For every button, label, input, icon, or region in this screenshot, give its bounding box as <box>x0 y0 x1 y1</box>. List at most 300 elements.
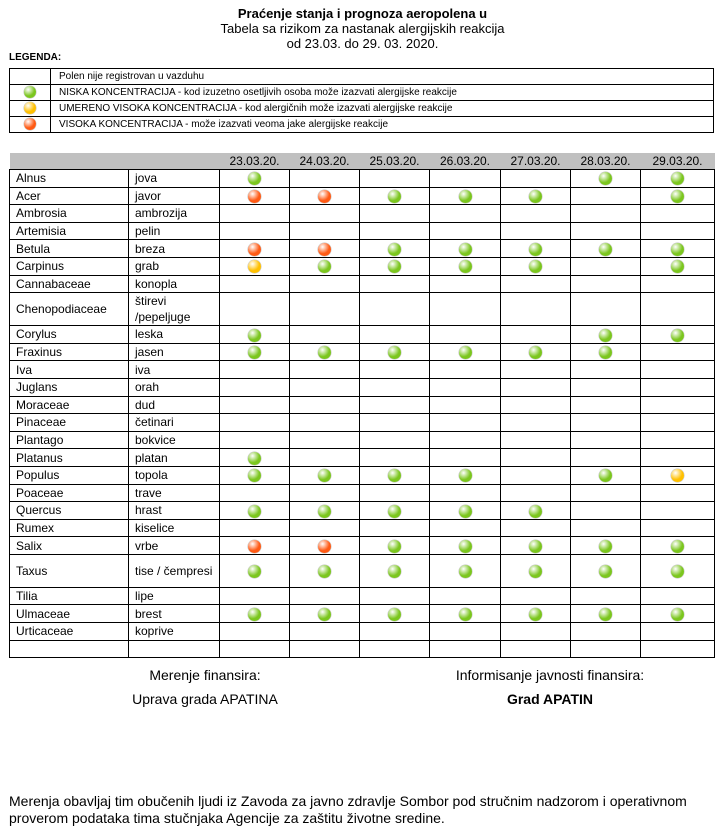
concentration-cell <box>641 537 715 555</box>
concentration-cell <box>220 414 290 432</box>
concentration-cell <box>220 293 290 326</box>
concentration-cell <box>571 587 641 605</box>
low-concentration-dot <box>671 190 684 203</box>
high-concentration-dot <box>318 190 331 203</box>
low-concentration-dot <box>671 329 684 342</box>
latin-name: Artemisia <box>10 222 129 240</box>
concentration-cell <box>501 257 571 275</box>
concentration-cell <box>430 519 501 537</box>
funding-right <box>430 667 670 707</box>
concentration-cell <box>290 414 360 432</box>
table-row <box>10 414 715 432</box>
low-concentration-dot <box>388 540 401 553</box>
low-concentration-dot <box>459 346 472 359</box>
concentration-cell <box>360 205 430 223</box>
low-concentration-dot <box>459 505 472 518</box>
concentration-cell <box>571 378 641 396</box>
concentration-cell <box>641 414 715 432</box>
date-header: 26.03.20. <box>430 153 501 170</box>
low-concentration-dot <box>248 346 261 359</box>
legend-text: VISOKA KONCENTRACIJA - može izazvati veoma jake alergijske reakcije <box>51 117 714 133</box>
concentration-cell <box>641 640 715 658</box>
concentration-cell <box>220 502 290 520</box>
concentration-cell <box>360 519 430 537</box>
concentration-cell <box>290 449 360 467</box>
concentration-cell <box>641 396 715 414</box>
low-concentration-dot <box>599 172 612 185</box>
latin-name: Ulmaceae <box>10 605 129 623</box>
concentration-cell <box>641 170 715 188</box>
low-concentration-dot <box>529 505 542 518</box>
local-name: kiselice <box>129 519 220 537</box>
concentration-cell <box>501 502 571 520</box>
low-concentration-dot <box>388 190 401 203</box>
concentration-cell <box>220 326 290 344</box>
low-concentration-dot <box>529 243 542 256</box>
latin-name: Acer <box>10 187 129 205</box>
legend-text: Polen nije registrovan u vazduhu <box>51 69 714 85</box>
local-name: orah <box>129 378 220 396</box>
table-row <box>10 205 715 223</box>
concentration-cell <box>641 484 715 502</box>
latin-name: Chenopodiaceae <box>10 293 129 326</box>
high-concentration-dot <box>248 190 261 203</box>
concentration-cell <box>641 187 715 205</box>
local-name: javor <box>129 187 220 205</box>
concentration-cell <box>220 466 290 484</box>
concentration-cell <box>360 537 430 555</box>
concentration-cell <box>360 378 430 396</box>
concentration-cell <box>360 502 430 520</box>
concentration-cell <box>220 275 290 293</box>
measurement-note: Merenja obavljaj tim obučenih ljudi iz Zavoda za javno zdravlje Sombor pod stručnim nadzorom i operativnom proverom podataka tima stučnjaka Agencije za zaštitu životne sredine. <box>9 793 687 826</box>
date-header: 23.03.20. <box>220 153 290 170</box>
local-name: brest <box>129 605 220 623</box>
concentration-cell <box>360 605 430 623</box>
local-name: jasen <box>129 343 220 361</box>
low-concentration-dot <box>318 505 331 518</box>
report-title: Praćenje stanja i prognoza aeropolena u <box>237 6 488 21</box>
low-concentration-dot <box>599 329 612 342</box>
concentration-cell <box>220 431 290 449</box>
concentration-cell <box>501 361 571 379</box>
concentration-cell <box>641 257 715 275</box>
latin-name: Corylus <box>10 326 129 344</box>
local-name: bokvice <box>129 431 220 449</box>
low-concentration-dot <box>459 540 472 553</box>
low-concentration-dot <box>459 469 472 482</box>
concentration-cell <box>501 343 571 361</box>
table-row <box>10 378 715 396</box>
concentration-cell <box>571 484 641 502</box>
local-name: jova <box>129 170 220 188</box>
concentration-cell <box>571 519 641 537</box>
table-row <box>10 257 715 275</box>
concentration-cell <box>360 466 430 484</box>
concentration-cell <box>220 605 290 623</box>
latin-name <box>10 640 129 658</box>
high-concentration-dot <box>24 118 36 130</box>
concentration-cell <box>641 343 715 361</box>
legend-row <box>10 85 714 101</box>
low-concentration-dot <box>459 190 472 203</box>
concentration-cell <box>430 205 501 223</box>
concentration-cell <box>571 449 641 467</box>
low-concentration-dot <box>388 469 401 482</box>
funding-right-value: Grad APATIN <box>506 691 594 707</box>
low-concentration-dot <box>388 260 401 273</box>
concentration-cell <box>360 170 430 188</box>
concentration-cell <box>360 396 430 414</box>
concentration-cell <box>290 396 360 414</box>
concentration-cell <box>501 326 571 344</box>
date-header-row <box>10 153 715 170</box>
medium-concentration-dot <box>248 260 261 273</box>
date-header: 28.03.20. <box>571 153 641 170</box>
low-concentration-dot <box>388 346 401 359</box>
local-name: trave <box>129 484 220 502</box>
table-row <box>10 640 715 658</box>
concentration-cell <box>360 240 430 258</box>
low-concentration-dot <box>248 565 261 578</box>
concentration-cell <box>360 484 430 502</box>
medium-concentration-dot <box>24 102 36 114</box>
concentration-cell <box>220 343 290 361</box>
concentration-cell <box>290 623 360 641</box>
funding-left-label: Merenje finansira: <box>149 667 261 683</box>
legend-row <box>10 117 714 133</box>
concentration-cell <box>501 431 571 449</box>
low-concentration-dot <box>388 243 401 256</box>
latin-name: Quercus <box>10 502 129 520</box>
concentration-cell <box>501 554 571 587</box>
concentration-cell <box>220 519 290 537</box>
concentration-cell <box>430 222 501 240</box>
concentration-cell <box>641 222 715 240</box>
latin-name: Platanus <box>10 449 129 467</box>
high-concentration-dot <box>248 243 261 256</box>
legend-title: LEGENDA: <box>9 52 62 63</box>
concentration-cell <box>290 257 360 275</box>
concentration-cell <box>220 484 290 502</box>
local-name <box>129 640 220 658</box>
local-name: četinari <box>129 414 220 432</box>
low-concentration-dot <box>459 608 472 621</box>
concentration-cell <box>501 396 571 414</box>
concentration-cell <box>641 519 715 537</box>
legend-table <box>9 68 714 133</box>
low-concentration-dot <box>248 452 261 465</box>
latin-name: Plantago <box>10 431 129 449</box>
concentration-cell <box>501 466 571 484</box>
funding-right-label: Informisanje javnosti finansira: <box>455 667 645 683</box>
high-concentration-dot <box>318 243 331 256</box>
concentration-cell <box>220 554 290 587</box>
table-row <box>10 396 715 414</box>
concentration-cell <box>290 587 360 605</box>
concentration-cell <box>571 293 641 326</box>
concentration-cell <box>290 326 360 344</box>
low-concentration-dot <box>671 565 684 578</box>
concentration-cell <box>501 484 571 502</box>
concentration-cell <box>571 623 641 641</box>
concentration-cell <box>571 605 641 623</box>
concentration-cell <box>641 326 715 344</box>
concentration-cell <box>571 257 641 275</box>
concentration-cell <box>571 275 641 293</box>
concentration-cell <box>360 361 430 379</box>
concentration-cell <box>360 554 430 587</box>
concentration-cell <box>430 275 501 293</box>
concentration-cell <box>290 378 360 396</box>
concentration-cell <box>501 537 571 555</box>
concentration-cell <box>641 275 715 293</box>
legend-row <box>10 69 714 85</box>
funding-left-value: Uprava grada APATINA <box>132 691 278 707</box>
low-concentration-dot <box>318 608 331 621</box>
concentration-cell <box>501 187 571 205</box>
latin-name: Salix <box>10 537 129 555</box>
latin-name: Juglans <box>10 378 129 396</box>
low-concentration-dot <box>318 260 331 273</box>
local-name: iva <box>129 361 220 379</box>
concentration-cell <box>360 449 430 467</box>
concentration-cell <box>501 640 571 658</box>
concentration-cell <box>430 240 501 258</box>
latin-name: Carpinus <box>10 257 129 275</box>
local-name: dud <box>129 396 220 414</box>
table-row <box>10 240 715 258</box>
table-row <box>10 449 715 467</box>
latin-name: Populus <box>10 466 129 484</box>
concentration-cell <box>501 449 571 467</box>
concentration-cell <box>571 554 641 587</box>
low-concentration-dot <box>459 260 472 273</box>
high-concentration-dot <box>318 540 331 553</box>
header-blank <box>129 153 220 170</box>
low-concentration-dot <box>671 243 684 256</box>
low-concentration-dot <box>599 346 612 359</box>
latin-name: Cannabaceae <box>10 275 129 293</box>
low-concentration-dot <box>248 329 261 342</box>
concentration-cell <box>571 170 641 188</box>
concentration-cell <box>360 640 430 658</box>
concentration-cell <box>290 537 360 555</box>
concentration-cell <box>430 537 501 555</box>
low-concentration-dot <box>529 540 542 553</box>
concentration-cell <box>220 640 290 658</box>
concentration-cell <box>220 361 290 379</box>
concentration-cell <box>501 222 571 240</box>
concentration-cell <box>571 343 641 361</box>
concentration-cell <box>220 378 290 396</box>
legend-row <box>10 101 714 117</box>
concentration-cell <box>430 326 501 344</box>
concentration-cell <box>641 205 715 223</box>
local-name: tise / čempresi <box>129 554 220 587</box>
local-name: vrbe <box>129 537 220 555</box>
concentration-cell <box>360 326 430 344</box>
low-concentration-dot <box>388 505 401 518</box>
concentration-cell <box>571 466 641 484</box>
legend-swatch <box>10 117 51 133</box>
low-concentration-dot <box>459 565 472 578</box>
concentration-cell <box>290 502 360 520</box>
concentration-cell <box>290 343 360 361</box>
table-row <box>10 623 715 641</box>
concentration-cell <box>430 502 501 520</box>
concentration-cell <box>641 466 715 484</box>
concentration-cell <box>571 640 641 658</box>
low-concentration-dot <box>459 243 472 256</box>
concentration-cell <box>430 414 501 432</box>
table-row <box>10 187 715 205</box>
local-name: konopla <box>129 275 220 293</box>
low-concentration-dot <box>388 608 401 621</box>
table-row <box>10 275 715 293</box>
concentration-cell <box>220 222 290 240</box>
concentration-cell <box>290 519 360 537</box>
legend-swatch <box>10 101 51 117</box>
concentration-cell <box>360 623 430 641</box>
concentration-cell <box>501 205 571 223</box>
concentration-cell <box>290 275 360 293</box>
concentration-cell <box>501 623 571 641</box>
low-concentration-dot <box>599 565 612 578</box>
concentration-cell <box>571 240 641 258</box>
low-concentration-dot <box>248 172 261 185</box>
table-row <box>10 326 715 344</box>
concentration-cell <box>360 222 430 240</box>
local-name: pelin <box>129 222 220 240</box>
concentration-cell <box>571 326 641 344</box>
low-concentration-dot <box>24 86 36 98</box>
table-row <box>10 519 715 537</box>
concentration-cell <box>430 554 501 587</box>
report-period: od 23.03. do 29. 03. 2020. <box>286 36 439 51</box>
date-header: 24.03.20. <box>290 153 360 170</box>
local-name: ambrozija <box>129 205 220 223</box>
local-name: hrast <box>129 502 220 520</box>
funding-left <box>95 667 315 707</box>
concentration-cell <box>290 205 360 223</box>
low-concentration-dot <box>599 243 612 256</box>
concentration-cell <box>430 623 501 641</box>
low-concentration-dot <box>529 260 542 273</box>
concentration-cell <box>641 293 715 326</box>
concentration-cell <box>290 187 360 205</box>
concentration-cell <box>430 257 501 275</box>
concentration-cell <box>641 623 715 641</box>
latin-name: Fraxinus <box>10 343 129 361</box>
concentration-cell <box>290 484 360 502</box>
latin-name: Betula <box>10 240 129 258</box>
low-concentration-dot <box>248 505 261 518</box>
local-name: leska <box>129 326 220 344</box>
local-name: platan <box>129 449 220 467</box>
latin-name: Tilia <box>10 587 129 605</box>
report-header <box>0 6 725 51</box>
latin-name: Poaceae <box>10 484 129 502</box>
low-concentration-dot <box>318 469 331 482</box>
legend-text: NISKA KONCENTRACIJA - kod izuzetno osetljivih osoba može izazvati alergijske reakcije <box>51 85 714 101</box>
concentration-cell <box>220 205 290 223</box>
concentration-cell <box>290 170 360 188</box>
concentration-cell <box>290 554 360 587</box>
low-concentration-dot <box>388 565 401 578</box>
low-concentration-dot <box>248 469 261 482</box>
table-row <box>10 605 715 623</box>
concentration-cell <box>430 378 501 396</box>
concentration-cell <box>430 431 501 449</box>
concentration-cell <box>220 396 290 414</box>
legend-text: UMERENO VISOKA KONCENTRACIJA - kod alergičnih može izazvati alergijske reakcije <box>51 101 714 117</box>
concentration-cell <box>290 640 360 658</box>
concentration-cell <box>430 293 501 326</box>
concentration-cell <box>220 187 290 205</box>
local-name: koprive <box>129 623 220 641</box>
concentration-cell <box>360 431 430 449</box>
low-concentration-dot <box>529 346 542 359</box>
concentration-cell <box>641 554 715 587</box>
concentration-cell <box>360 187 430 205</box>
concentration-cell <box>430 170 501 188</box>
concentration-cell <box>290 605 360 623</box>
concentration-cell <box>501 293 571 326</box>
concentration-cell <box>430 396 501 414</box>
header-blank <box>10 153 129 170</box>
table-row <box>10 466 715 484</box>
concentration-cell <box>501 240 571 258</box>
low-concentration-dot <box>529 565 542 578</box>
low-concentration-dot <box>599 540 612 553</box>
low-concentration-dot <box>529 608 542 621</box>
concentration-cell <box>290 466 360 484</box>
latin-name: Rumex <box>10 519 129 537</box>
concentration-cell <box>220 587 290 605</box>
low-concentration-dot <box>599 469 612 482</box>
concentration-cell <box>641 502 715 520</box>
concentration-cell <box>360 414 430 432</box>
concentration-cell <box>571 361 641 379</box>
low-concentration-dot <box>318 565 331 578</box>
concentration-cell <box>501 275 571 293</box>
table-row <box>10 431 715 449</box>
latin-name: Taxus <box>10 554 129 587</box>
concentration-cell <box>430 343 501 361</box>
concentration-cell <box>501 170 571 188</box>
legend-swatch <box>10 69 51 85</box>
concentration-cell <box>220 257 290 275</box>
concentration-cell <box>220 449 290 467</box>
table-row <box>10 343 715 361</box>
latin-name: Moraceae <box>10 396 129 414</box>
table-row <box>10 587 715 605</box>
concentration-cell <box>641 361 715 379</box>
low-concentration-dot <box>671 260 684 273</box>
concentration-cell <box>501 605 571 623</box>
concentration-cell <box>430 640 501 658</box>
concentration-cell <box>220 623 290 641</box>
concentration-cell <box>360 587 430 605</box>
concentration-cell <box>641 587 715 605</box>
concentration-cell <box>501 519 571 537</box>
table-row <box>10 502 715 520</box>
pollen-table <box>9 153 715 658</box>
concentration-cell <box>360 275 430 293</box>
local-name: lipe <box>129 587 220 605</box>
concentration-cell <box>360 343 430 361</box>
